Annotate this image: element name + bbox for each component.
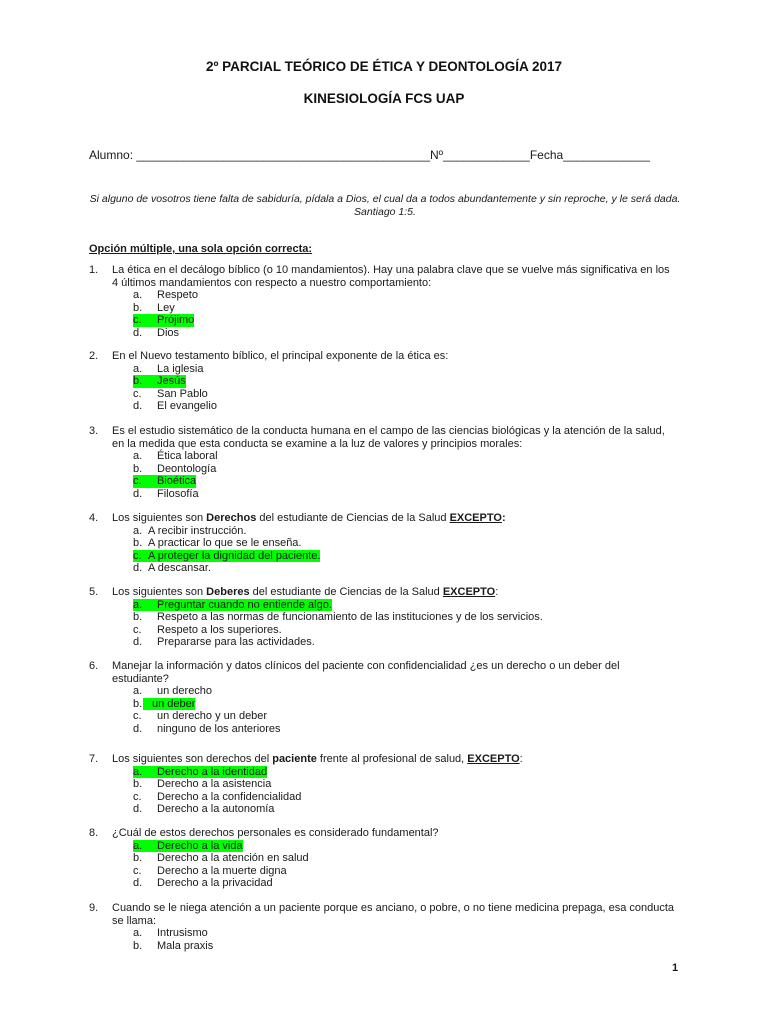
option-c [133,865,677,878]
question-text: Los siguientes son Deberes del estudiante de Ciencias de la Salud EXCEPTO: [112,586,499,598]
option-text: Respeto a las normas de funcionamiento de las instituciones y de los servicios. [157,611,543,624]
option-a [133,450,677,463]
question-8 [89,827,677,890]
answer-highlight [133,840,243,853]
option-letter: a. [133,524,143,537]
option-letter: d. [133,562,143,575]
option-text: Derecho a la vida [157,839,243,852]
option-a [133,363,677,376]
option-b [133,940,677,953]
option-d [133,723,677,736]
option-d [133,636,677,649]
answer-highlight [133,599,332,612]
option-letter: c. [133,314,142,327]
option-text: Derecho a la privacidad [157,877,273,890]
option-a-highlighted [133,840,677,853]
option-letter: a. [133,598,143,611]
option-text: Jesús [157,375,186,388]
except-keyword: EXCEPTO [449,512,502,524]
option-c-highlighted [133,475,677,488]
option-text: Derecho a la identidad [157,765,268,778]
option-c [133,624,677,637]
emphasis-word: paciente [272,753,317,765]
option-letter: b. [133,939,143,952]
option-b-highlighted [133,375,677,388]
option-list [89,363,677,413]
question-text: Manejar la información y datos clínicos del paciente con confidencialidad ¿es un derecho o un deber del estudiante? [112,660,620,685]
question-text: ¿Cuál de estos derechos personales es considerado fundamental? [112,827,439,839]
emphasis-word: Derechos [206,512,257,524]
option-a [133,289,677,302]
option-text: Prójimo [157,314,195,327]
student-info-line: Alumno: ____________________________________________Nº_____________Fecha_____________ [89,148,650,162]
question-5 [89,586,677,649]
option-letter: c. [133,387,142,400]
option-letter: c. [133,475,142,488]
option-b [133,778,677,791]
answer-highlight [133,375,186,388]
option-letter: c. [133,790,142,803]
option-list [89,685,677,735]
option-letter: b. [133,852,143,865]
option-a [133,685,677,698]
question-text: Los siguientes son Derechos del estudiante de Ciencias de la Salud EXCEPTO: [112,512,506,524]
option-text: Derecho a la muerte digna [157,864,287,877]
option-text: Respeto a los superiores. [157,623,282,636]
question-3 [89,425,677,500]
option-letter: d. [133,636,143,649]
option-text: Bioética [157,475,197,488]
question-number: 4. [89,512,99,524]
option-text: A practicar lo que se le enseña. [148,537,302,550]
answer-highlight [133,475,196,488]
option-letter: c. [133,549,142,562]
answer-highlight [133,550,320,563]
question-text: Cuando se le niega atención a un paciente porque es anciano, o pobre, o no tiene medicina prepaga, esa conducta se llama: [112,902,675,927]
option-letter: d. [133,877,143,890]
question-number: 2. [89,350,99,362]
option-letter: d. [133,487,143,500]
option-b [133,611,677,624]
option-d [133,400,677,413]
option-text: un deber [152,697,196,710]
answer-highlight [133,766,267,779]
question-number: 9. [89,902,99,914]
option-a-highlighted [133,599,677,612]
except-keyword: EXCEPTO [467,753,520,765]
option-c-highlighted [133,550,677,563]
option-text: A proteger la dignidad del paciente. [148,549,321,562]
except-keyword: EXCEPTO [442,586,496,598]
question-text: Los siguientes son derechos del paciente frente al profesional de salud, EXCEPTO: [112,753,523,765]
option-letter: c. [133,623,142,636]
option-text: El evangelio [157,400,217,413]
option-letter: b. [133,537,143,550]
option-b [133,302,677,315]
exam-subtitle: KINESIOLOGÍA FCS UAP [303,91,465,106]
exam-title: 2º PARCIAL TEÓRICO DE ÉTICA Y DEONTOLOGÍA 2017 [205,59,562,74]
option-letter: a. [133,450,143,463]
option-c [133,388,677,401]
question-number: 8. [89,827,99,839]
option-text: Respeto [157,289,198,302]
option-letter: b. [133,697,143,710]
option-text: A recibir instrucción. [148,524,247,537]
option-text: Derecho a la atención en salud [157,852,309,865]
option-text: Ética laboral [157,450,218,463]
option-letter: a. [133,927,143,940]
option-b [133,537,677,550]
option-text: La iglesia [157,362,204,375]
answer-highlight [143,698,195,711]
option-text: Derecho a la autonomía [157,803,275,816]
option-list [89,927,677,952]
option-list [89,840,677,890]
option-text: Ley [157,301,175,314]
option-letter: b. [133,611,143,624]
option-text: un derecho [157,685,213,698]
option-text: Preguntar cuando no entiende algo. [157,598,332,611]
option-a [133,525,677,538]
option-list [89,289,677,339]
option-letter: d. [133,400,143,413]
option-c-highlighted [133,314,677,327]
option-text: Intrusismo [157,927,208,940]
option-text: Deontología [157,462,217,475]
emphasis-word: Deberes [206,586,250,598]
section-heading: Opción múltiple, una sola opción correcta: [89,243,313,255]
option-a-highlighted [133,766,677,779]
option-b-highlighted [133,698,677,711]
option-text: Filosofía [157,487,199,500]
option-list [89,450,677,500]
option-d [133,803,677,816]
option-list [89,599,677,649]
option-letter: c. [133,864,142,877]
question-6 [89,660,677,735]
option-a [133,927,677,940]
option-letter: d. [133,326,143,339]
option-text: Prepararse para las actividades. [157,636,315,649]
question-2 [89,350,677,413]
question-number: 6. [89,660,99,672]
question-7 [89,753,677,816]
question-text: Es el estudio sistemático de la conducta humana en el campo de las ciencias biológicas y la atención de la salud, en la medida que esta conducta se examine a la luz de valores y principios morales: [112,425,665,450]
page-number: 1 [672,962,679,974]
option-letter: b. [133,462,143,475]
option-text: Mala praxis [157,939,214,952]
option-letter: a. [133,362,143,375]
answer-highlight [133,314,194,327]
option-c [133,710,677,723]
option-list [89,525,677,575]
option-text: San Pablo [157,387,208,400]
question-4 [89,512,677,575]
option-letter: d. [133,722,143,735]
option-text: ninguno de los anteriores [157,722,281,735]
option-b [133,852,677,865]
option-letter: a. [133,839,143,852]
option-text: A descansar. [148,562,211,575]
option-text: Dios [157,326,180,339]
question-number: 5. [89,586,99,598]
option-letter: a. [133,289,143,302]
option-text: un derecho y un deber [157,710,268,723]
option-letter: c. [133,710,142,723]
question-text: La ética en el decálogo bíblico (o 10 mandamientos). Hay una palabra clave que se vuelve más significativa en los 4 últimos mandamientos con respecto a nuestro comportamiento: [112,264,670,289]
option-d [133,327,677,340]
option-letter: b. [133,301,143,314]
question-text: En el Nuevo testamento bíblico, el principal exponente de la ética es: [112,350,449,362]
question-1 [89,264,677,339]
option-d [133,562,677,575]
option-letter: a. [133,685,143,698]
option-letter: d. [133,803,143,816]
option-d [133,488,677,501]
option-d [133,877,677,890]
bible-quote: Si alguno de vosotros tiene falta de sabiduría, pídala a Dios, el cual da a todos abundantemente y sin reproche, y le será dada. Santiago 1:5. [89,193,681,218]
question-number: 1. [89,264,99,276]
option-text: Derecho a la asistencia [157,778,272,791]
option-c [133,791,677,804]
option-letter: b. [133,375,143,388]
question-number: 3. [89,425,99,437]
option-list [89,766,677,816]
option-letter: a. [133,765,143,778]
option-letter: b. [133,778,143,791]
option-b [133,463,677,476]
option-text: Derecho a la confidencialidad [157,790,302,803]
question-9 [89,902,677,952]
question-number: 7. [89,753,99,765]
